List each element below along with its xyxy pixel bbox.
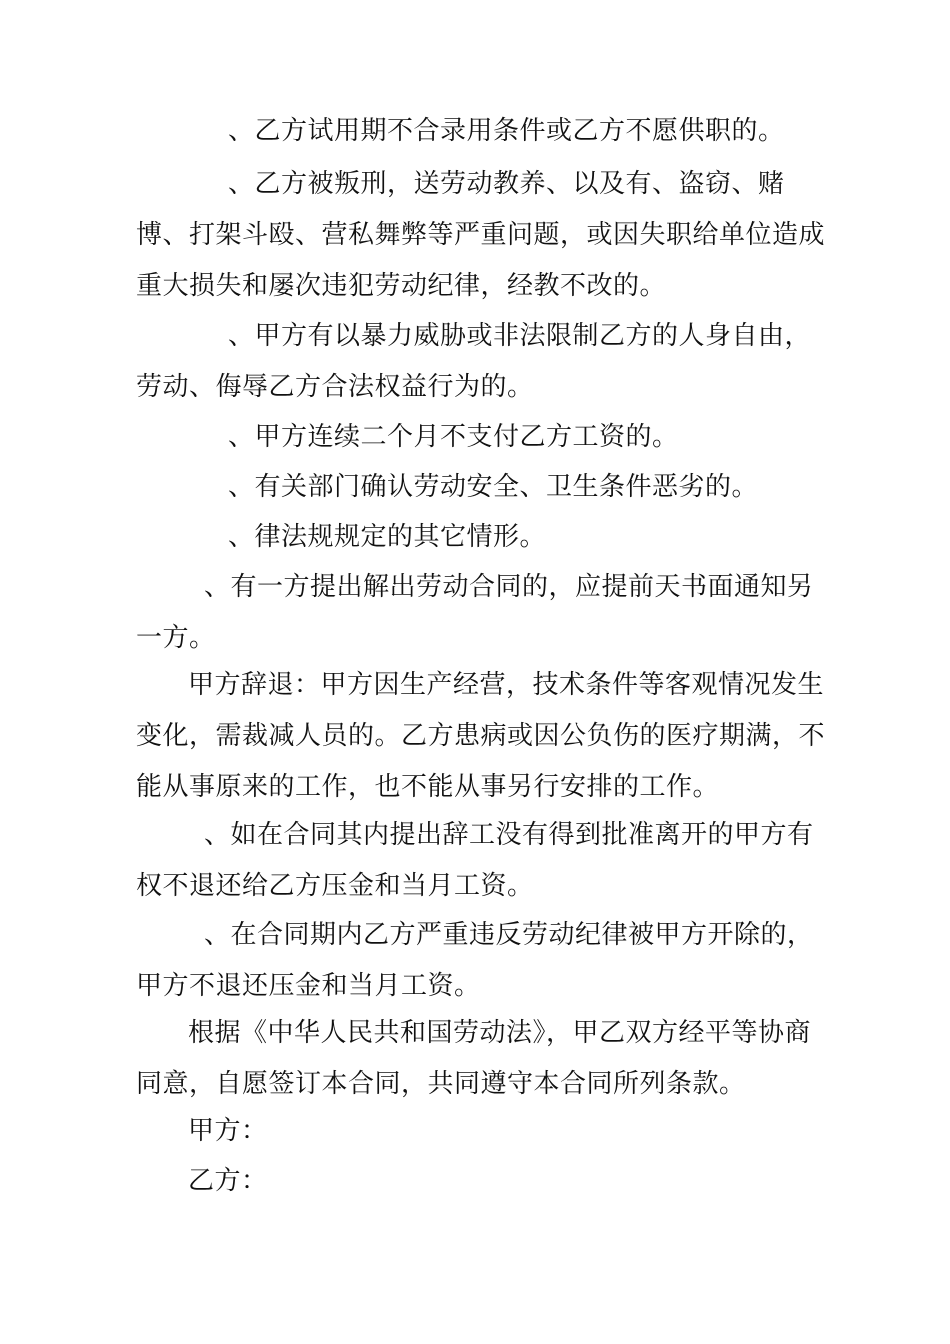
signature-party-b: 乙方： xyxy=(188,1166,268,1196)
paragraph-6: 、律法规规定的其它情形。 xyxy=(228,522,547,552)
paragraph-7: 、有一方提出解出劳动合同的，应提前天书面通知另一方。 xyxy=(136,572,814,653)
paragraph-1: 、乙方试用期不合录用条件或乙方不愿供职的。 xyxy=(228,116,785,146)
signature-party-a: 甲方： xyxy=(188,1116,268,1146)
paragraph-8: 甲方辞退：甲方因生产经营，技术条件等客观情况发生变化，需裁减人员的。乙方患病或因公负伤的医疗期满，不能从事原来的工作，也不能从事另行安排的工作。 xyxy=(136,670,826,802)
paragraph-9: 、如在合同其内提出辞工没有得到批准离开的甲方有权不退还给乙方压金和当月工资。 xyxy=(136,820,814,901)
paragraph-4: 、甲方连续二个月不支付乙方工资的。 xyxy=(228,422,679,452)
paragraph-11: 根据《中华人民共和国劳动法》，甲乙双方经平等协商同意，自愿签订本合同，共同遵守本合同所列条款。 xyxy=(136,1018,812,1099)
paragraph-2: 、乙方被叛刑，送劳动教养、以及有、盗窃、赌博、打架斗殴、营私舞弊等严重问题，或因失职给单位造成重大损失和屡次违犯劳动纪律，经教不改的。 xyxy=(136,169,826,301)
paragraph-3: 、甲方有以暴力威胁或非法限制乙方的人身自由，劳动、侮辱乙方合法权益行为的。 xyxy=(136,321,812,402)
paragraph-10: 、在合同期内乙方严重违反劳动纪律被甲方开除的，甲方不退还压金和当月工资。 xyxy=(136,920,814,1001)
paragraph-5: 、有关部门确认劳动安全、卫生条件恶劣的。 xyxy=(228,472,759,502)
